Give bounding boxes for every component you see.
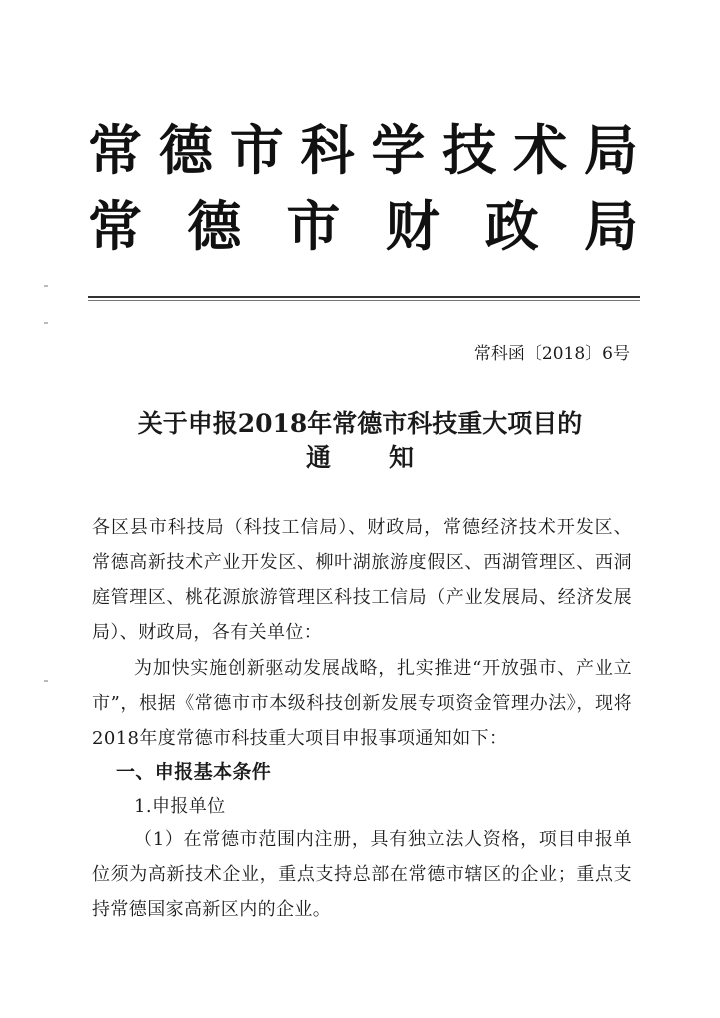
- issuer-char: 学: [371, 118, 426, 182]
- issuer-line-science-bureau: [88, 120, 638, 180]
- scan-mark: [44, 322, 48, 324]
- issuer-line-finance-bureau: [88, 196, 638, 256]
- recipients-paragraph: 各区县市科技局（科技工信局）、财政局，常德经济技术开发区、常德高新技术产业开发区、柳叶湖旅游度假区、西湖管理区、西洞庭管理区、桃花源旅游管理区科技工信局（产业发展局、经济发展局）、财政局，各有关单位：: [92, 517, 632, 643]
- issuer-char: 财: [385, 194, 440, 258]
- subsection-heading: 1.申报单位: [134, 796, 226, 817]
- scan-mark: [44, 680, 48, 682]
- document-title: 关于申报2018年常德市科技重大项目的: [137, 409, 583, 438]
- issuer-char: 技: [442, 118, 497, 182]
- issuer-char: 术: [513, 118, 568, 182]
- intro-paragraph: 为加快实施创新驱动发展战略，扎实推进“开放强市、产业立市”，根据《常德市市本级科技创新发展专项资金管理办法》，现将2018年度常德市科技重大项目申报事项通知如下：: [92, 658, 632, 749]
- issuer-char: 常: [88, 194, 142, 258]
- document-number: 常科函〔2018〕6号: [473, 344, 630, 364]
- header-divider-thin: [88, 300, 640, 301]
- document-title-line2: 通知: [305, 443, 472, 472]
- header-divider: [88, 296, 640, 298]
- scan-mark: [44, 285, 48, 287]
- issuer-char: 局: [583, 194, 638, 258]
- condition-paragraph: （1）在常德市范围内注册，具有独立法人资格，项目申报单位须为高新技术企业，重点支持总部在常德市辖区的企业；重点支持常德国家高新区内的企业。: [92, 829, 632, 920]
- section-heading: 一、申报基本条件: [116, 761, 272, 783]
- issuer-char: 德: [158, 118, 213, 182]
- issuer-char: 市: [286, 194, 341, 258]
- issuer-char: 科: [300, 118, 355, 182]
- issuer-char: 局: [583, 118, 638, 182]
- issuer-char: 德: [187, 194, 242, 258]
- issuer-char: 市: [229, 118, 284, 182]
- issuer-char: 政: [484, 194, 539, 258]
- issuer-char: 常: [88, 118, 142, 182]
